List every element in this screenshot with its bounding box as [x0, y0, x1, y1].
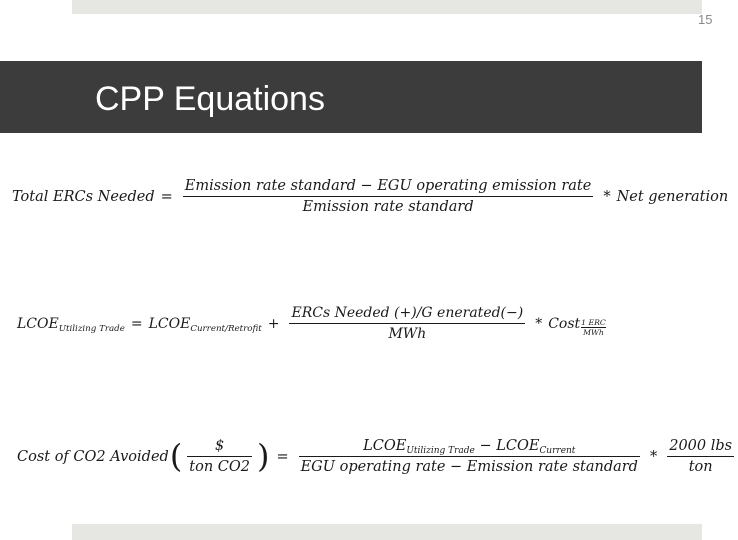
page-number: 15 [698, 12, 713, 27]
eq3-paren-close: ) [256, 436, 270, 475]
eq3-lhs: Cost of CO2 Avoided [17, 448, 169, 465]
eq2-cost-subscript: $\frac{\text{1 ERC}}{\text{MWh}}$ [581, 317, 606, 337]
bottom-decor-bar [72, 524, 702, 540]
eq2-times: * [535, 315, 543, 332]
eq3-paren-open: ( [169, 436, 183, 475]
eq3-denominator: EGU operating rate − Emission rate standard [300, 459, 638, 475]
eq3-numerator: $LCOE_{Utilizing Trade}$ − $LCOE_{Current}$ [363, 438, 576, 457]
eq1-equals: = [160, 188, 173, 205]
eq2-fraction [289, 305, 525, 342]
eq2-lhs: $LCOE_{Utilizing Trade}$ [17, 315, 125, 334]
equation-lcoe-trade [17, 305, 606, 342]
eq2-plus: + [267, 315, 280, 332]
slide-title: CPP Equations [95, 80, 325, 118]
eq3-fraction [299, 438, 640, 475]
eq3-equals: = [276, 448, 289, 465]
eq2-term: $LCOE_{Current/Retrofit}$ [148, 315, 262, 334]
eq1-numerator: Emission rate standard − EGU operating emission rate [184, 178, 592, 194]
equation-total-ercs [12, 178, 728, 215]
eq1-rhs: Net generation [616, 188, 729, 205]
eq1-fraction [183, 178, 594, 215]
eq1-denominator: Emission rate standard [302, 199, 474, 215]
eq3-times: * [649, 448, 658, 465]
eq2-cost: Cost [548, 315, 581, 332]
top-decor-bar [72, 0, 702, 14]
equation-cost-co2-avoided [17, 438, 738, 475]
eq1-times: * [603, 188, 611, 205]
eq2-denominator: MWh [388, 326, 427, 342]
eq3-conversion-fraction: $\frac{\text{2000 lbs}}{\text{ton}}$ [669, 438, 733, 475]
eq2-equals: = [130, 315, 143, 332]
eq3-unit-fraction: $\frac{\$}{\text{ton CO2}}$ [189, 438, 250, 475]
eq2-numerator: ERCs Needed (+)/G enerated(−) [291, 305, 524, 321]
eq1-lhs: Total ERCs Needed [12, 188, 155, 205]
